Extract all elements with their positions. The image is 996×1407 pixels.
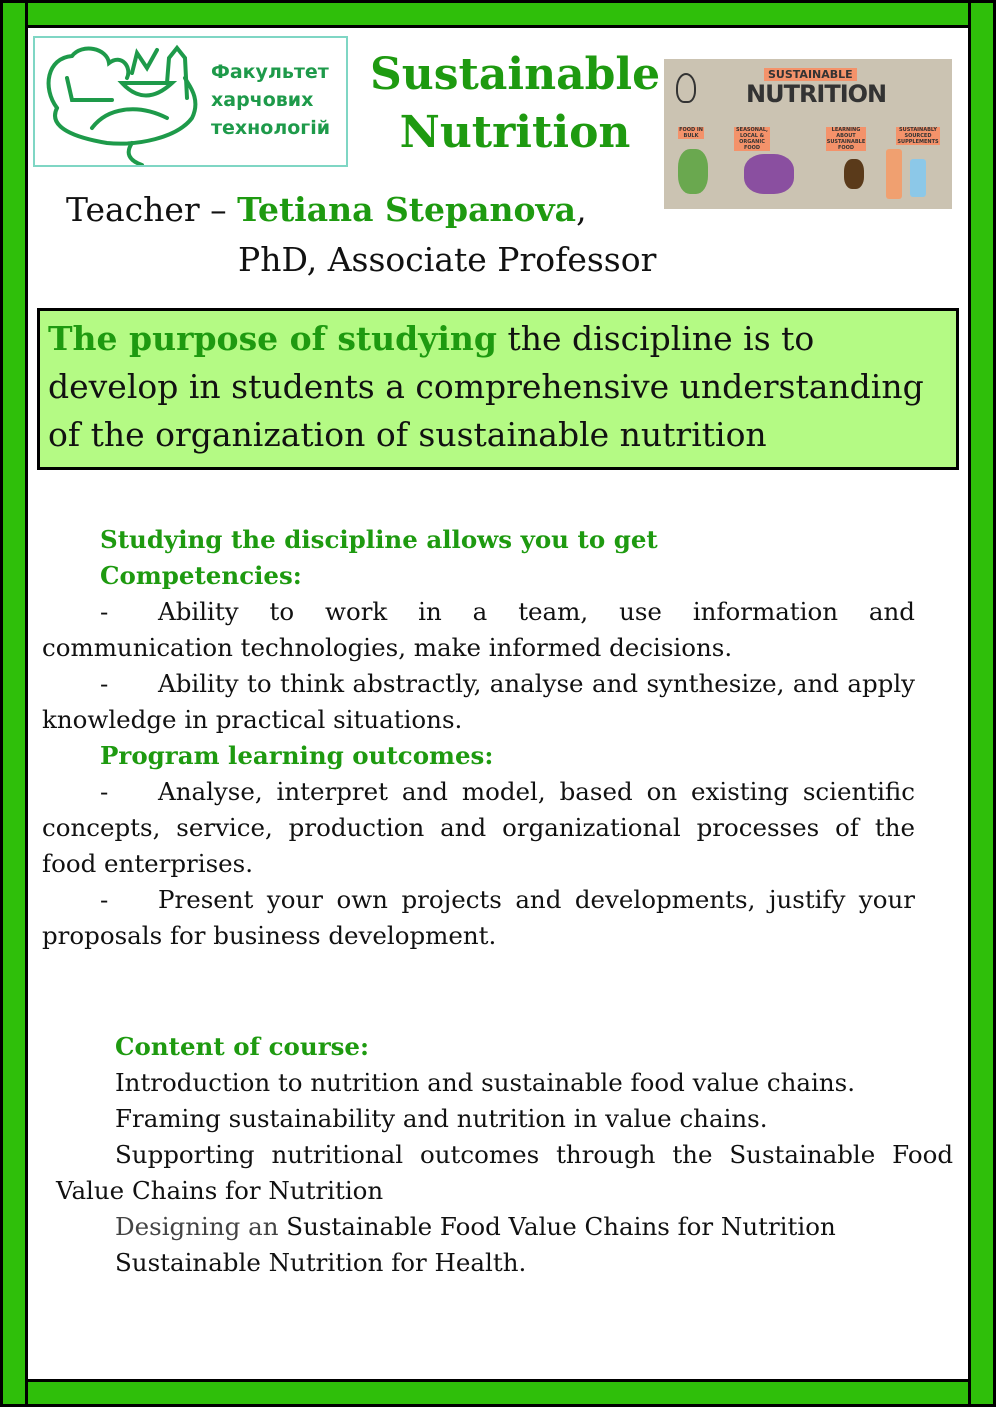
- purpose-box: [37, 308, 959, 470]
- page-title: [370, 46, 660, 162]
- content-item-part: Designing an: [115, 1212, 279, 1241]
- title-line-1: Sustainable: [370, 49, 661, 100]
- border-left: [0, 0, 28, 1407]
- competency-item: - Ability to work in a team, use information and communication technologies, make informed decisions.: [42, 597, 915, 662]
- studying-section: [42, 522, 915, 954]
- outcomes-heading: Program learning outcomes:: [100, 741, 494, 770]
- content-section: [56, 1029, 953, 1281]
- title-line-2: Nutrition: [399, 107, 631, 158]
- teacher-name: Tetiana Stepanova: [237, 190, 577, 229]
- teacher-line: [66, 190, 587, 229]
- content-item-part: Sustainable Food Value Chains for Nutrition: [278, 1212, 836, 1241]
- purpose-text: the discipline is to develop in students a comprehensive understanding of the organization of sustainable nutrition: [48, 319, 924, 454]
- studying-heading: Studying the discipline allows you to get: [100, 525, 658, 554]
- outcome-item: - Analyse, interpret and model, based on existing scientific concepts, service, production and organizational processes of the food enterprises.: [42, 777, 915, 878]
- illustration-label: SUSTAINABLY SOURCED SUPPLEMENTS: [897, 127, 939, 145]
- teacher-prefix: Teacher –: [66, 190, 238, 229]
- competency-text: Ability to work in a team, use information and communication technologies, make informed decisions.: [42, 597, 915, 662]
- outcome-item: - Present your own projects and developments, justify your proposals for business development.: [42, 885, 915, 950]
- purpose-lead: The purpose of studying: [48, 319, 497, 358]
- competency-text: Ability to think abstractly, analyse and synthesize, and apply knowledge in practical situations.: [42, 669, 915, 734]
- illustration-heading-small: SUSTAINABLE: [764, 68, 857, 81]
- illustration-heading-big: NUTRITION: [746, 80, 887, 108]
- illustration-label: LEARNING ABOUT SUSTAINABLE FOOD: [826, 127, 866, 151]
- logo-line-2: харчових: [211, 89, 314, 111]
- border-top: [0, 0, 996, 28]
- food-logo-icon: [37, 38, 207, 165]
- faculty-logo: [33, 36, 348, 167]
- competencies-heading: Competencies:: [100, 561, 302, 590]
- content-item: Supporting nutritional outcomes through the Sustainable Food Value Chains for Nutrition: [56, 1140, 953, 1205]
- border-right: [968, 0, 996, 1407]
- logo-line-1: Факультет: [211, 61, 329, 83]
- sustainable-nutrition-illustration: [664, 59, 952, 209]
- border-bottom: [0, 1379, 996, 1407]
- illustration-label: SEASONAL, LOCAL & ORGANIC FOOD: [734, 127, 770, 151]
- outcome-text: Analyse, interpret and model, based on existing scientific concepts, service, production and organizational processes of the food enterprises.: [42, 777, 915, 878]
- teacher-comma: ,: [576, 190, 587, 229]
- teacher-title: PhD, Associate Professor: [238, 240, 657, 279]
- leaf-icon: [676, 73, 696, 103]
- logo-line-3: технологій: [211, 117, 331, 139]
- content-item: Sustainable Nutrition for Health.: [115, 1248, 527, 1277]
- content-item: Framing sustainability and nutrition in value chains.: [115, 1104, 768, 1133]
- competency-item: - Ability to think abstractly, analyse and synthesize, and apply knowledge in practical situations.: [42, 669, 915, 734]
- content-item: Introduction to nutrition and sustainable food value chains.: [115, 1068, 856, 1097]
- illustration-label: FOOD IN BULK: [679, 127, 703, 139]
- content-item: [56, 1209, 953, 1245]
- outcome-text: Present your own projects and developments, justify your proposals for business development.: [42, 885, 915, 950]
- content-heading: Content of course:: [115, 1032, 370, 1061]
